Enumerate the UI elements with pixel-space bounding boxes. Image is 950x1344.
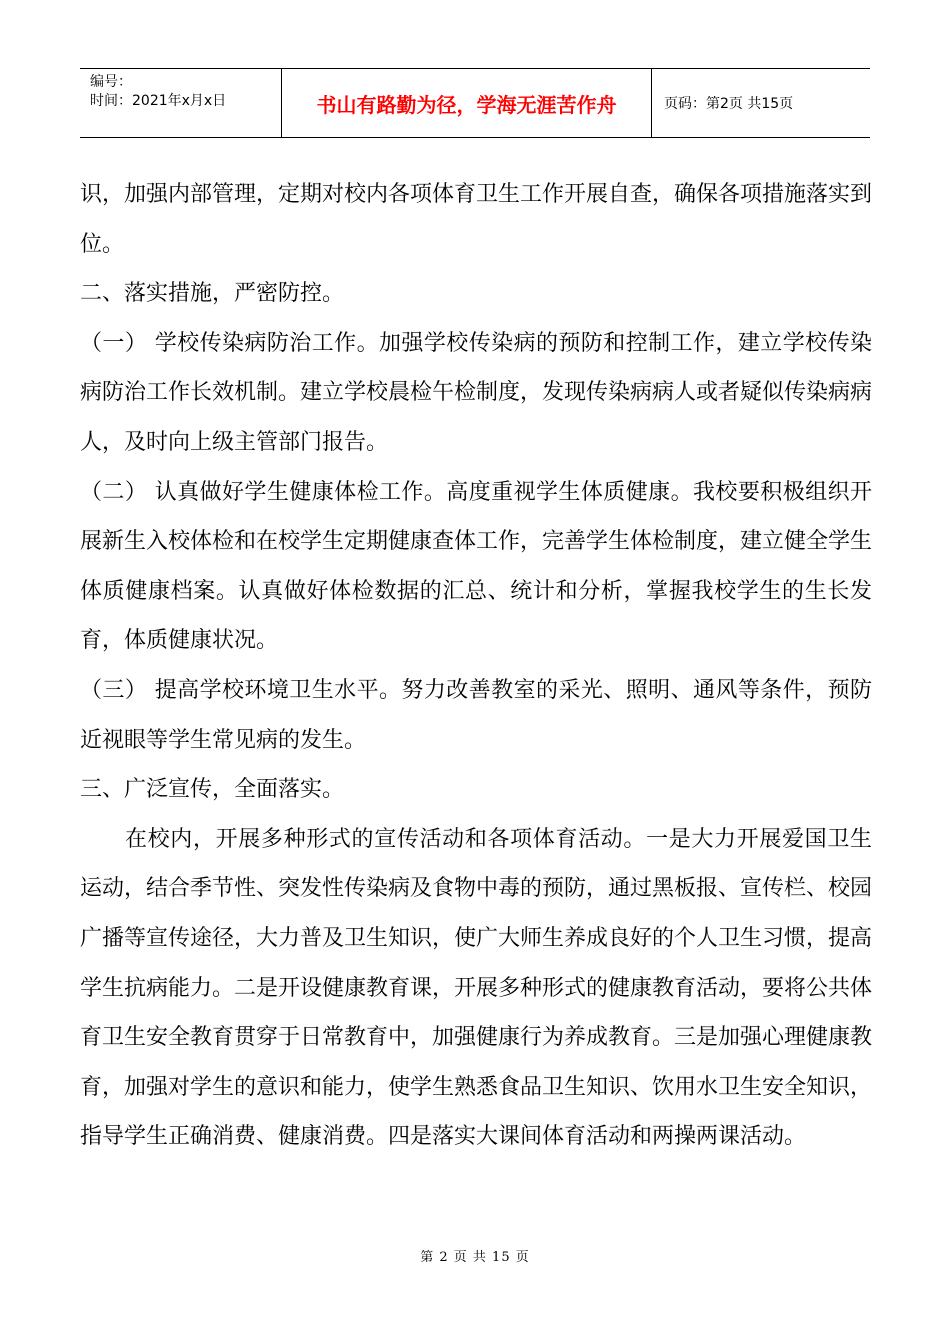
document-number-label: 编号：	[90, 74, 132, 90]
section-heading: 三、广泛宣传，全面落实。	[80, 777, 345, 803]
page-footer: 第 2 页 共 15 页	[420, 1250, 530, 1265]
paragraph: 识，加强内部管理，定期对校内各项体育卫生工作开展自查，确保各项措施落实到位。	[80, 182, 873, 257]
section-heading: 二、落实措施，严密防控。	[80, 281, 345, 307]
header-meta	[80, 69, 282, 137]
page-header	[80, 68, 870, 138]
document-date: 时间：2021年x月x日	[90, 93, 227, 109]
paragraph: 在校内，开展多种形式的宣传活动和各项体育活动。一是大力开展爱国卫生运动，结合季节性、突发性传染病及食物中毒的预防，通过黑板报、宣传栏、校园广播等宣传途径，大力普及卫生知识，使广大师生养成良好的个人卫生习惯，提高学生抗病能力。二是开设健康教育课，开展多种形式的健康教育活动，要将公共体育卫生安全教育贯穿于日常教育中，加强健康行为养成教育。三是加强心理健康教育，加强对学生的意识和能力，使学生熟悉食品卫生知识、饮用水卫生安全知识，指导学生正确消费、健康消费。四是落实大课间体育活动和两操两课活动。	[80, 826, 873, 1150]
paragraph: （三） 提高学校环境卫生水平。努力改善教室的采光、照明、通风等条件，预防近视眼等学生常见病的发生。	[80, 677, 872, 753]
header-motto: 书山有路勤为径，学海无涯苦作舟	[282, 69, 652, 137]
header-page-info: 页码：第2页 共15页	[664, 96, 794, 112]
paragraph: （一） 学校传染病防治工作。加强学校传染病的预防和控制工作，建立学校传染病防治工作长效机制。建立学校晨检午检制度，发现传染病病人或者疑似传染病病人，及时向上级主管部门报告。	[80, 330, 873, 455]
document-body	[80, 170, 872, 1162]
paragraph: （二） 认真做好学生健康体检工作。高度重视学生体质健康。我校要积极组织开展新生入校体检和在校学生定期健康查体工作，完善学生体检制度，建立健全学生体质健康档案。认真做好体检数据的汇总、统计和分析，掌握我校学生的生长发育，体质健康状况。	[80, 479, 873, 654]
